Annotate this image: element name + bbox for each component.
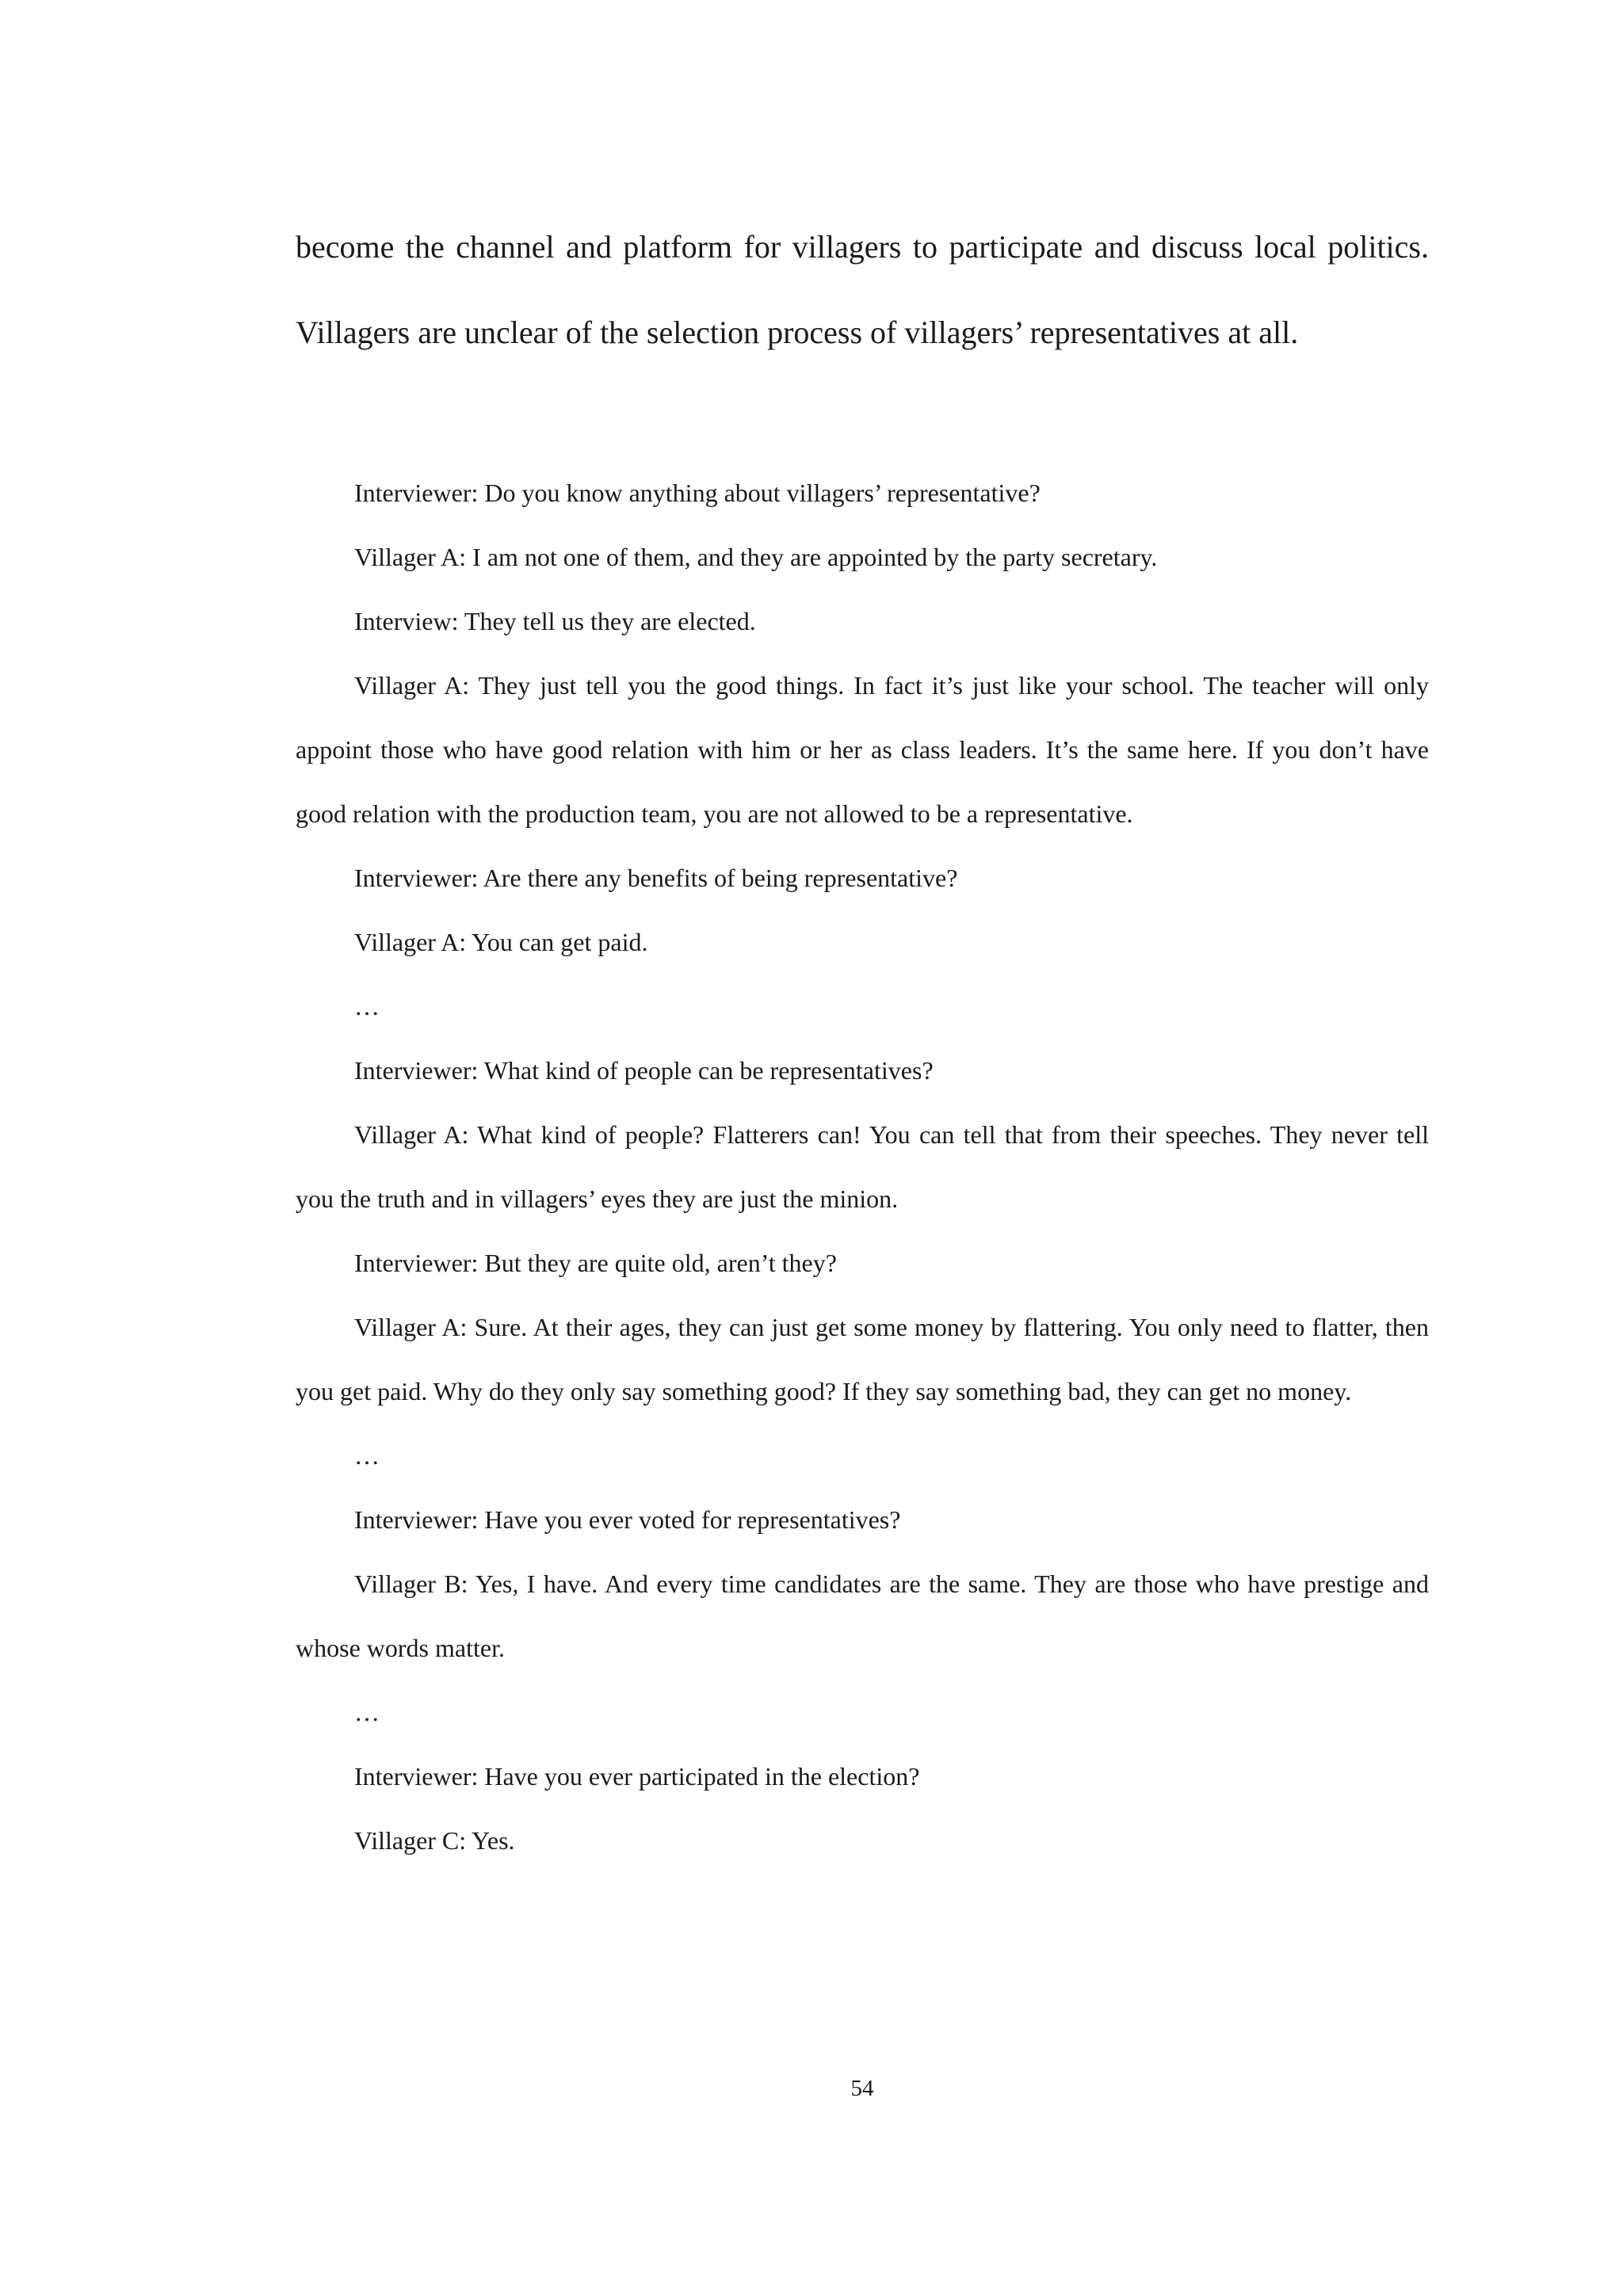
body-paragraph: become the channel and platform for villagers to participate and discuss local politics. Villagers are unclear of the selection process of villagers’ representatives at all. bbox=[296, 229, 1429, 350]
dialogue-line: Villager B: Yes, I have. And every time candidates are the same. They are those who have prestige and whose words matter. bbox=[296, 1569, 1429, 1662]
dialogue-line: Interviewer: What kind of people can be representatives? bbox=[354, 1056, 934, 1085]
ellipsis: … bbox=[354, 1441, 380, 1470]
dialogue-line: Interviewer: Are there any benefits of being representative? bbox=[354, 864, 958, 892]
dialogue-line: Villager A: I am not one of them, and they are appointed by the party secretary. bbox=[354, 543, 1158, 571]
dialogue-line: Interviewer: Do you know anything about villagers’ representative? bbox=[354, 479, 1041, 507]
dialogue-line: Villager A: You can get paid. bbox=[354, 928, 648, 956]
dialogue-line: Interview: They tell us they are elected. bbox=[354, 607, 756, 635]
dialogue-line: Villager A: What kind of people? Flatterers can! You can tell that from their speeches. They never tell you the truth and in villagers’ eyes they are just the minion. bbox=[296, 1120, 1429, 1213]
page-number: 54 bbox=[850, 2076, 874, 2101]
document-page bbox=[296, 0, 1429, 2296]
dialogue-line: Interviewer: But they are quite old, aren’t they? bbox=[354, 1249, 837, 1277]
dialogue-line: Interviewer: Have you ever voted for representatives? bbox=[354, 1505, 901, 1534]
dialogue-line: Villager A: Sure. At their ages, they can just get some money by flattering. You only need to flatter, then you get paid. Why do they only say something good? If they say something bad, they can get no money. bbox=[296, 1313, 1429, 1405]
dialogue-line: Villager C: Yes. bbox=[354, 1826, 515, 1855]
ellipsis: … bbox=[354, 1698, 380, 1726]
interview-dialogue bbox=[296, 461, 1429, 1873]
dialogue-line: Interviewer: Have you ever participated in the election? bbox=[354, 1762, 920, 1791]
dialogue-line: Villager A: They just tell you the good things. In fact it’s just like your school. The teacher will only appoint those who have good relation with him or her as class leaders. It’s the same here. If you don’t have good relation with the production team, you are not allowed to be a representative. bbox=[296, 671, 1429, 828]
ellipsis: … bbox=[354, 992, 380, 1020]
